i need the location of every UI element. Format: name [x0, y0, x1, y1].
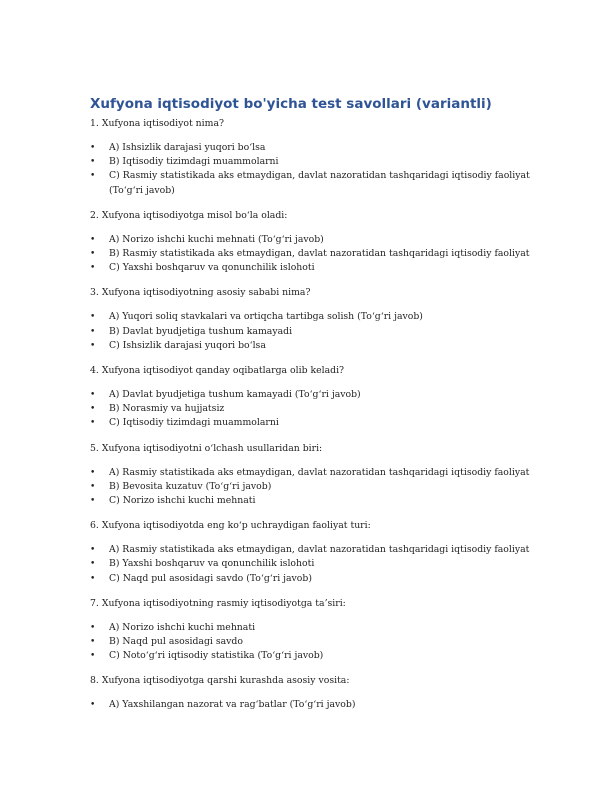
answer-option-text: C) Rasmiy statistikada aks etmaydigan, davlat nazoratidan tashqaridagi iqtisodiy faoliyat (To‘g‘ri javob) [109, 170, 530, 196]
document-title: Xufyona iqtisodiyot bo'yicha test savollari (variantli) [90, 96, 492, 112]
answer-option [90, 388, 530, 402]
answer-option [90, 635, 530, 649]
answer-option-text: C) Noto‘g‘ri iqtisodiy statistika (To‘g‘ri javob) [109, 650, 324, 662]
answer-option-text: C) Iqtisodiy tizimdagi muammolarni [109, 417, 279, 429]
bullet-icon: • [90, 622, 96, 633]
answer-option-text: B) Bevosita kuzatuv (To‘g‘ri javob) [109, 480, 272, 492]
bullet-icon: • [90, 637, 96, 648]
answer-option [90, 621, 530, 635]
answer-option-text: B) Naqd pul asosidagi savdo [109, 636, 243, 648]
answer-option-text: C) Norizo ishchi kuchi mehnati [109, 495, 256, 507]
answer-option [90, 169, 530, 197]
answer-option-text: A) Yuqori soliq stavkalari va ortiqcha tartibga solish (To‘g‘ri javob) [109, 311, 423, 323]
bullet-icon: • [90, 573, 96, 584]
answer-option [90, 649, 530, 663]
bullet-icon: • [90, 312, 96, 323]
bullet-icon: • [90, 340, 96, 351]
answer-option-text: A) Rasmiy statistikada aks etmaydigan, davlat nazoratidan tashqaridagi iqtisodiy faoliyat [109, 544, 530, 556]
answer-option-text: C) Yaxshi boshqaruv va qonunchilik islohoti [109, 262, 315, 274]
bullet-icon: • [90, 157, 96, 168]
answer-option [90, 310, 530, 324]
question-text: 5. Xufyona iqtisodiyotni o‘lchash usullaridan biri: [90, 442, 323, 454]
question-list [90, 117, 530, 713]
answer-options [90, 543, 530, 586]
question-text: 7. Xufyona iqtisodiyotning rasmiy iqtisodiyotga ta’siri: [90, 597, 346, 609]
question-text: 2. Xufyona iqtisodiyotga misol bo‘la oladi: [90, 209, 288, 221]
answer-option [90, 557, 530, 571]
bullet-icon: • [90, 143, 96, 153]
bullet-icon: • [90, 700, 96, 711]
answer-options [90, 233, 530, 276]
bullet-icon: • [90, 559, 96, 570]
answer-option-text: A) Norizo ishchi kuchi mehnati [109, 621, 256, 633]
bullet-icon: • [90, 651, 96, 662]
answer-option [90, 261, 530, 275]
answer-option [90, 572, 530, 586]
answer-option-text: B) Rasmiy statistikada aks etmaydigan, davlat nazoratidan tashqaridagi iqtisodiy faoliyat [109, 248, 530, 260]
bullet-icon: • [90, 390, 96, 401]
question-text: 6. Xufyona iqtisodiyotda eng ko‘p uchraydigan faoliyat turi: [90, 520, 371, 532]
answer-option [90, 339, 530, 353]
answer-option [90, 402, 530, 416]
answer-option-text: B) Yaxshi boshqaruv va qonunchilik islohoti [109, 558, 315, 570]
bullet-icon: • [90, 496, 96, 507]
question-text: 4. Xufyona iqtisodiyot qanday oqibatlarga olib keladi? [90, 365, 345, 377]
bullet-icon: • [90, 249, 96, 260]
answer-options [90, 310, 530, 353]
answer-option [90, 416, 530, 430]
answer-options [90, 141, 530, 198]
bullet-icon: • [90, 326, 96, 337]
answer-option [90, 698, 530, 712]
document-content [90, 96, 530, 724]
answer-option-text: C) Naqd pul asosidagi savdo (To‘g‘ri javob) [109, 572, 312, 584]
question-text: 8. Xufyona iqtisodiyotga qarshi kurashda asosiy vosita: [90, 675, 350, 687]
answer-options [90, 388, 530, 431]
answer-option [90, 480, 530, 494]
answer-option [90, 466, 530, 480]
answer-option-text: B) Norasmiy va hujjatsiz [109, 403, 225, 415]
bullet-icon: • [90, 418, 96, 429]
answer-option [90, 247, 530, 261]
question-text: 3. Xufyona iqtisodiyotning asosiy sababi nima? [90, 287, 311, 299]
answer-option-text: A) Ishsizlik darajasi yuqori bo‘lsa [109, 142, 266, 153]
answer-option-text: B) Davlat byudjetiga tushum kamayadi [109, 325, 293, 337]
answer-option [90, 543, 530, 557]
bullet-icon: • [90, 263, 96, 274]
answer-option [90, 325, 530, 339]
answer-option [90, 233, 530, 247]
bullet-icon: • [90, 545, 96, 556]
answer-options [90, 698, 530, 712]
answer-options [90, 621, 530, 664]
answer-option-text: A) Norizo ishchi kuchi mehnati (To‘g‘ri javob) [109, 233, 324, 245]
bullet-icon: • [90, 467, 96, 478]
answer-option [90, 494, 530, 508]
question-text: 1. Xufyona iqtisodiyot nima? [90, 118, 224, 129]
bullet-icon: • [90, 171, 96, 182]
answer-option-text: B) Iqtisodiy tizimdagi muammolarni [109, 156, 279, 168]
answer-option-text: C) Ishsizlik darajasi yuqori bo‘lsa [109, 339, 266, 351]
bullet-icon: • [90, 234, 96, 245]
answer-option-text: A) Yaxshilangan nazorat va rag‘batlar (To‘g‘ri javob) [109, 699, 356, 711]
bullet-icon: • [90, 481, 96, 492]
answer-options [90, 466, 530, 509]
answer-option [90, 155, 530, 169]
bullet-icon: • [90, 404, 96, 415]
answer-option-text: A) Davlat byudjetiga tushum kamayadi (To‘g‘ri javob) [109, 389, 361, 401]
answer-option-text: A) Rasmiy statistikada aks etmaydigan, davlat nazoratidan tashqaridagi iqtisodiy faoliyat [109, 466, 530, 478]
answer-option [90, 141, 530, 155]
